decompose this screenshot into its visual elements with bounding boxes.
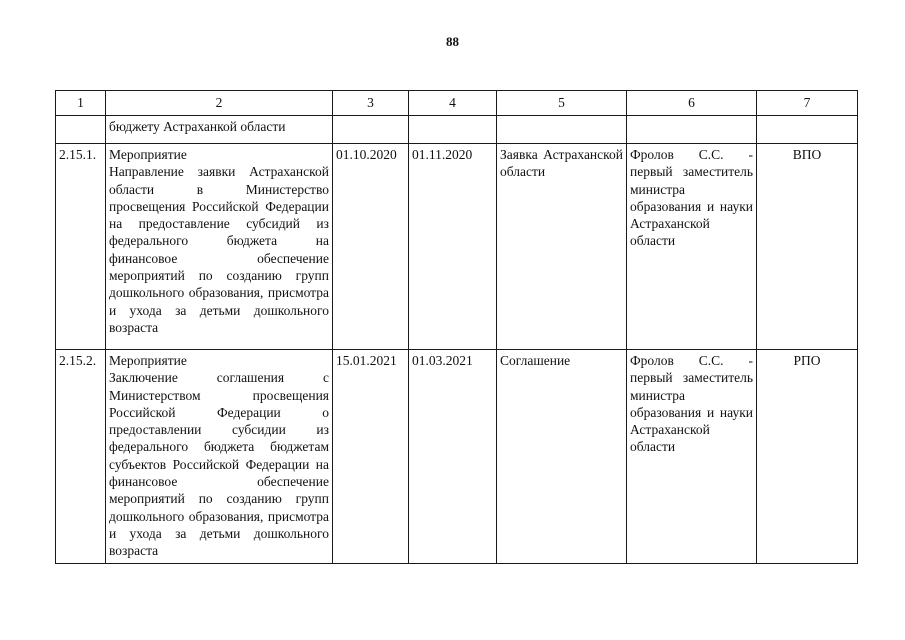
cell-end-date (409, 116, 497, 144)
cell-responsible (627, 116, 757, 144)
cell-description: бюджету Астраханкой области (106, 116, 333, 144)
cell-end-date: 01.11.2020 (409, 144, 497, 350)
table-header-row (56, 91, 858, 116)
cell-result (497, 116, 627, 144)
column-header: 1 (56, 91, 106, 116)
cell-responsible: Фролов С.С. - первый заместитель министра образования и науки Астраханской области (627, 350, 757, 564)
cell-code (757, 116, 858, 144)
activities-table (55, 90, 858, 564)
cell-result: Соглашение (497, 350, 627, 564)
column-header: 5 (497, 91, 627, 116)
table-row (56, 144, 858, 350)
cell-number: 2.15.2. (56, 350, 106, 564)
activity-text: Заключение соглашения с Министерством просвещения Российской Федерации о предоставлении субсидии из федерального бюджета бюджетам субъектов Российской Федерации на финансовое обеспечение мероприятий по созданию групп дошкольного образования, присмотра и ухода за детьми дошкольного возраста (109, 370, 329, 559)
cell-responsible: Фролов С.С. - первый заместитель министра образования и науки Астраханской области (627, 144, 757, 350)
column-header: 6 (627, 91, 757, 116)
cell-start-date: 01.10.2020 (333, 144, 409, 350)
cell-description (106, 144, 333, 350)
cell-start-date: 15.01.2021 (333, 350, 409, 564)
activity-title: Мероприятие (109, 147, 187, 162)
cell-start-date (333, 116, 409, 144)
column-header: 4 (409, 91, 497, 116)
cell-number: 2.15.1. (56, 144, 106, 350)
table-row-continuation (56, 116, 858, 144)
cell-code: ВПО (757, 144, 858, 350)
cell-description (106, 350, 333, 564)
activity-text: Направление заявки Астраханской области в Министерство просвещения Российской Федерации на предоставление субсидий из федерального бюджета на финансовое обеспечение мероприятий по созданию групп дошкольного образования, присмотра и ухода за детьми дошкольного возраста (109, 164, 329, 335)
page-number: 88 (446, 34, 459, 49)
activity-title: Мероприятие (109, 353, 187, 368)
cell-number (56, 116, 106, 144)
column-header: 3 (333, 91, 409, 116)
cell-result: Заявка Астраханской области (497, 144, 627, 350)
column-header: 7 (757, 91, 858, 116)
cell-end-date: 01.03.2021 (409, 350, 497, 564)
cell-code: РПО (757, 350, 858, 564)
table-row (56, 350, 858, 564)
column-header: 2 (106, 91, 333, 116)
